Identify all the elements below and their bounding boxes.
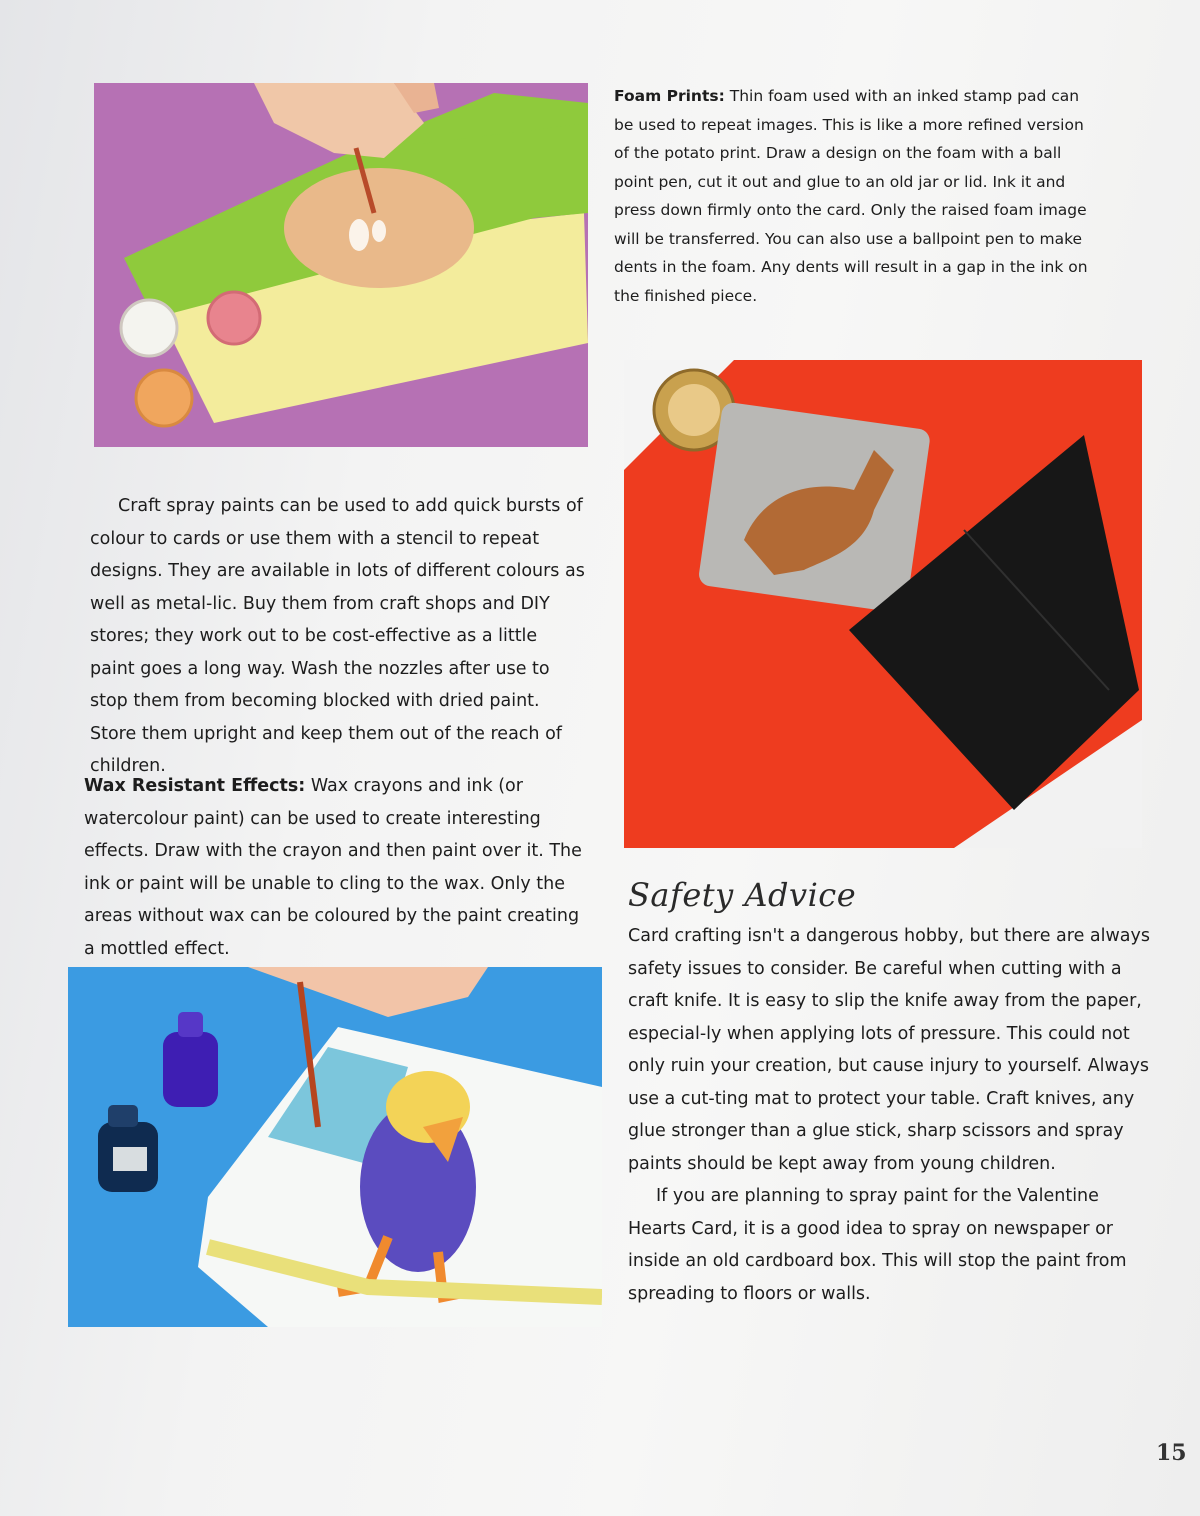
painting-card-illustration [94,83,588,447]
foam-prints-label: Foam Prints: [614,87,725,105]
page-number: 15 [1156,1440,1187,1466]
foam-stamp-illustration [624,360,1142,848]
wax-resistant-text: Wax crayons and ink (or watercolour paint) can be used to create interesting effects. Draw with the crayon and then paint over it. The ink or paint will be unable to cling to the wax. Only the areas without wax can be coloured by the paint creating a mottled effect. [84,776,582,959]
foam-prints-paragraph [614,82,1088,310]
foam-prints-text: Thin foam used with an inked stamp pad can be used to repeat images. This is like a more refined version of the potato print. Draw a design on the foam with a ball point pen, cut it out and glue to an old jar or lid. Ink it and press down firmly onto the card. Only the raised foam image will be transferred. You can also use a ballpoint pen to make dents in the foam. Any dents will result in a gap in the ink on the finished piece. [614,87,1088,305]
spray-paints-paragraph [90,490,586,783]
wax-chick-illustration [68,967,602,1327]
safety-paragraph-1: Card crafting isn't a dangerous hobby, but there are always safety issues to consider. Be careful when cutting with a craft knife. It is easy to slip the knife away from the paper, especial-ly when applying lots of pressure. This could not only ruin your creation, but cause injury to yourself. Always use a cut-ting mat to protect your table. Craft knives, any glue stronger than a glue stick, sharp scissors and spray paints should be kept away from young children. [628,926,1151,1174]
photo-foam-stamp [624,360,1142,848]
safety-paragraphs [628,920,1158,1310]
safety-heading: Safety Advice [628,876,857,914]
wax-resistant-label: Wax Resistant Effects: [84,776,306,796]
safety-paragraph-2: If you are planning to spray paint for the Valentine Hearts Card, it is a good idea to spray on newspaper or inside an old cardboard box. This will stop the paint from spreading to floors or walls. [628,1186,1127,1304]
wax-resistant-paragraph [84,770,594,965]
photo-painting-card [94,83,588,447]
photo-wax-chick [68,967,602,1327]
spray-paints-text: Craft spray paints can be used to add quick bursts of colour to cards or use them with a stencil to repeat designs. They are available in lots of different colours as well as metal-lic. Buy them from craft shops and DIY stores; they work out to be cost-effective as a little paint goes a long way. Wash the nozzles after use to stop them from becoming blocked with dried paint. Store them upright and keep them out of the reach of children. [90,496,585,776]
